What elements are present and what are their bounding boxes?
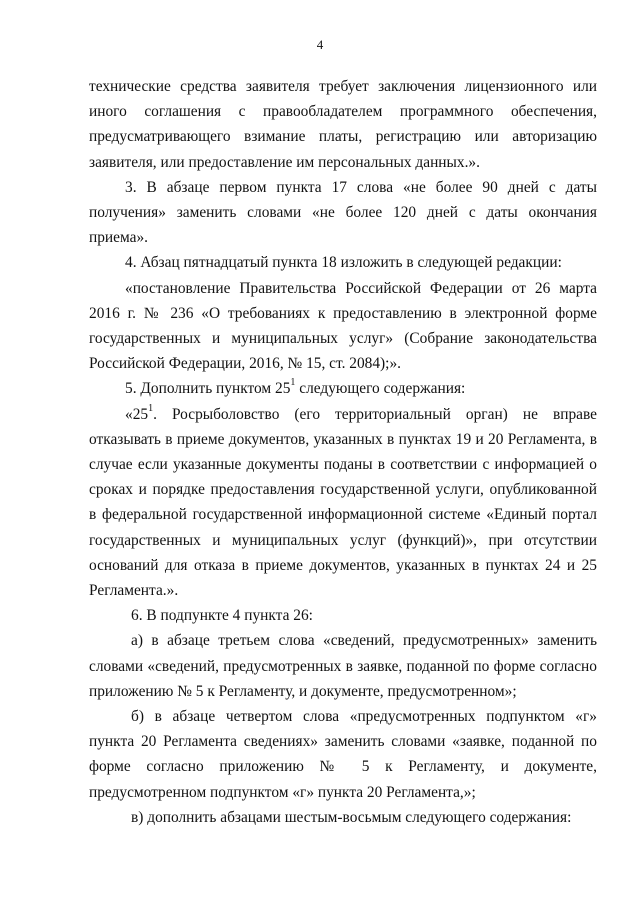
paragraph-subitem-v: в) дополнить абзацами шестым-восьмым следующего содержания: [131,808,572,826]
paragraph-item-6: 6. В подпункте 4 пункта 26: [131,607,313,625]
paragraph-continuation: технические средства заявителя требует заключения лицензионного или иного соглашения с правообладателем программного обеспечения, предусматривающего взимание платы, регистрацию или авторизацию заявителя, или предоставление им персональных данных.». [89,78,597,171]
paragraph-item-5 [89,376,597,401]
page-number: 4 [316,37,324,52]
superscript-one: 1 [290,377,296,389]
paragraph-item-4: 4. Абзац пятнадцатый пункта 18 изложить в следующей редакции: [125,254,562,272]
paragraph-item-5-text-start: 5. Дополнить пунктом 25 [125,380,291,398]
superscript-one: 1 [148,402,154,414]
paragraph-item-5-text-end: следующего содержания: [295,380,466,398]
paragraph-quote-decree: «постановление Правительства Российской Федерации от 26 марта 2016 г. № 236 «О требованиях к предоставлению в электронной форме государственных и муниципальных услуг» (Собрание законодательства Российской Федерации, 2016, № 15, ст. 2084);». [89,279,597,373]
document-body [89,74,597,830]
clause-25-1-text: . Росрыболовство (его территориальный орган) не вправе отказывать в приеме документов, указанных в пунктах 19 и 20 Регламента, в случае если указанные документы поданы в соответствии с информацией о сроках и порядке предоставления государственной услуги, опубликованной в федеральной государственной информационной системе «Единый портал государственных и муниципальных услуг (функций)», при отсутствии оснований для отказа в приеме документов, указанных в пунктах 24 и 25 Регламента.». [89,405,597,600]
paragraph-subitem-a: а) в абзаце третьем слова «сведений, предусмотренных» заменить словами «сведений, предусмотренных в заявке, поданной по форме согласно приложению № 5 к Регламенту, и документе, предусмотренном»; [89,632,597,700]
paragraph-clause-25-1 [89,402,597,604]
clause-25-1-number: «25 [125,405,149,423]
paragraph-subitem-b: б) в абзаце четвертом слова «предусмотренных подпунктом «г» пункта 20 Регламента сведениях» заменить словами «заявке, поданной по форме согласно приложению № 5 к Регламенту, и документе, предусмотренном подпунктом «г» пункта 20 Регламента,»; [89,708,597,801]
paragraph-item-3: 3. В абзаце первом пункта 17 слова «не более 90 дней с даты получения» заменить словами «не более 120 дней с даты окончания приема». [89,178,597,247]
